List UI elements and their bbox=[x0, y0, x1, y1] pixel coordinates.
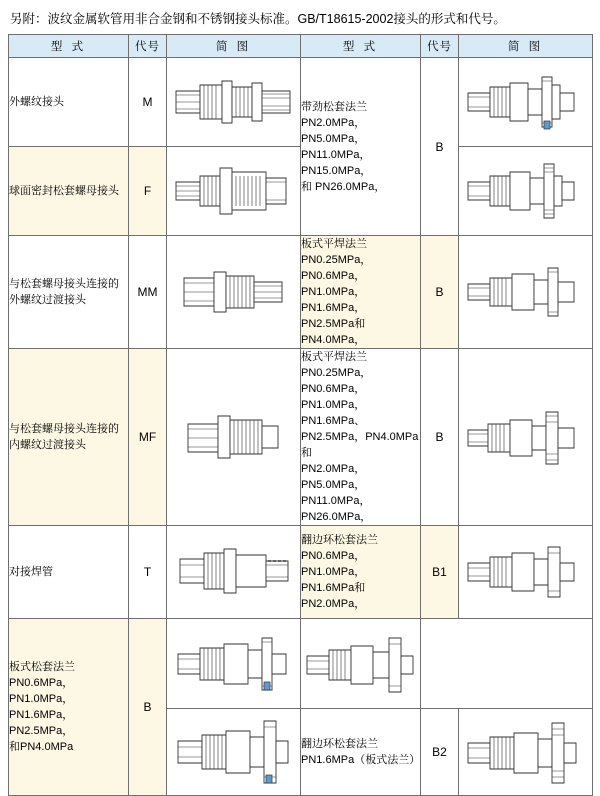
right-type-text-2: 板式平焊法兰 PN0.25MPa，PN0.6MPa， PN1.0MPa，PN1.6MPa、 PN2.5MPa，PN4.0MPa和 PN2.0MPa，PN5.0MPa， PN11.0MPa，PN26.0MPa， bbox=[301, 351, 419, 523]
table-row bbox=[9, 58, 593, 147]
header-figure-left: 简 图 bbox=[167, 35, 301, 58]
butt-weld-pipe-icon bbox=[170, 531, 298, 613]
table-row bbox=[9, 236, 593, 349]
right-code-text-0: B bbox=[435, 139, 444, 154]
left-code-0 bbox=[129, 58, 167, 147]
ribbed-loose-flange-icon-2 bbox=[462, 152, 590, 230]
left-type-text-0: 外螺纹接头 bbox=[9, 96, 64, 108]
page-title: 另附：波纹金属软管用非合金钢和不锈钢接头标准。GB/T18615-2002接头的形式和代号。 bbox=[10, 12, 506, 26]
lap-joint-flange-plate-icon bbox=[462, 709, 590, 795]
right-type-text-3: 翻边环松套法兰 PN0.6MPa， PN1.0MPa， PN1.6MPa和PN2.0MPa， bbox=[301, 534, 378, 610]
left-figure-5a bbox=[167, 619, 301, 709]
header-figure-right: 简 图 bbox=[459, 35, 593, 58]
right-figure-4 bbox=[459, 709, 593, 796]
table-row bbox=[9, 349, 593, 526]
left-code-text-1: F bbox=[143, 184, 152, 198]
right-code-0 bbox=[421, 58, 459, 236]
lap-joint-flange-icon-2 bbox=[301, 624, 429, 704]
left-type-text-5: 板式松套法兰 PN0.6MPa，PN1.0MPa， PN1.6MPa，PN2.5MPa， 和PN4.0MPa bbox=[9, 661, 75, 753]
right-figure-1 bbox=[459, 236, 593, 349]
threaded-male-connector-icon bbox=[170, 63, 298, 141]
left-code-1 bbox=[129, 147, 167, 236]
left-code-text-2: MM bbox=[137, 285, 158, 299]
left-figure-3 bbox=[167, 349, 301, 526]
right-type-text-1: 板式平焊法兰 PN0.25MPa，PN0.6MPa， PN1.0MPa，PN1.6MPa， PN2.5MPa和PN4.0MPa， bbox=[301, 238, 372, 346]
right-code-text-2: B bbox=[435, 430, 444, 444]
right-type-text-4: 翻边环松套法兰 PN1.6MPa（板式法兰） bbox=[301, 738, 421, 766]
male-transition-connector-icon bbox=[170, 252, 298, 332]
left-figure-0 bbox=[167, 58, 301, 147]
left-code-text-4: T bbox=[143, 565, 152, 579]
header-code-left: 代号 bbox=[129, 35, 167, 58]
left-code-text-5: B bbox=[143, 700, 152, 714]
left-type-text-1: 球面密封松套螺母接头 bbox=[9, 185, 119, 197]
right-figure-0b bbox=[459, 147, 593, 236]
ribbed-loose-flange-icon bbox=[462, 63, 590, 141]
left-code-3 bbox=[129, 349, 167, 526]
left-type-text-4: 对接焊管 bbox=[9, 566, 53, 578]
left-type-1 bbox=[9, 147, 129, 236]
spherical-seal-union-nut-icon bbox=[170, 152, 298, 230]
right-type-3 bbox=[301, 526, 421, 619]
plate-loose-flange-icon bbox=[170, 624, 298, 704]
right-type-text-0: 带劲松套法兰 PN2.0MPa， PN5.0MPa， PN11.0MPa，PN15.0MPa， 和 PN26.0MPa， bbox=[301, 100, 386, 193]
right-type-2 bbox=[301, 349, 421, 526]
left-code-5 bbox=[129, 619, 167, 796]
left-code-text-3: MF bbox=[138, 430, 157, 444]
right-code-text-1: B bbox=[435, 285, 444, 299]
left-type-4 bbox=[9, 526, 129, 619]
right-code-text-3: B1 bbox=[432, 565, 447, 579]
header-type-right: 型 式 bbox=[301, 35, 421, 58]
left-code-4 bbox=[129, 526, 167, 619]
right-figure-2 bbox=[459, 349, 593, 526]
left-type-2 bbox=[9, 236, 129, 349]
right-type-4 bbox=[301, 709, 421, 796]
right-code-1 bbox=[421, 236, 459, 349]
right-type-0 bbox=[301, 58, 421, 236]
left-type-5 bbox=[9, 619, 129, 796]
left-type-text-2: 与松套螺母接头连接的外螺纹过渡接头 bbox=[9, 278, 119, 306]
table-row bbox=[9, 619, 593, 709]
left-figure-1 bbox=[167, 147, 301, 236]
plate-flat-weld-flange-2-icon bbox=[462, 398, 590, 476]
right-figure-3b bbox=[301, 619, 421, 709]
right-code-2 bbox=[421, 349, 459, 526]
left-type-text-3: 与松套螺母接头连接的内螺纹过渡接头 bbox=[9, 423, 119, 451]
plate-flat-weld-flange-icon bbox=[462, 252, 590, 332]
connector-standards-table bbox=[8, 34, 593, 796]
female-transition-connector-icon bbox=[170, 398, 298, 476]
left-code-2 bbox=[129, 236, 167, 349]
left-figure-2 bbox=[167, 236, 301, 349]
header-type-left: 型 式 bbox=[9, 35, 129, 58]
right-code-text-4: B2 bbox=[432, 745, 447, 759]
lap-joint-flange-icon bbox=[462, 531, 590, 613]
plate-loose-flange-icon-2 bbox=[170, 709, 298, 795]
left-type-0 bbox=[9, 58, 129, 147]
right-code-3 bbox=[421, 526, 459, 619]
right-figure-3 bbox=[459, 526, 593, 619]
right-code-4 bbox=[421, 709, 459, 796]
table-row bbox=[9, 526, 593, 619]
table-header-row bbox=[9, 35, 593, 58]
header-code-right: 代号 bbox=[421, 35, 459, 58]
left-figure-4 bbox=[167, 526, 301, 619]
left-type-3 bbox=[9, 349, 129, 526]
left-code-text-0: M bbox=[142, 95, 153, 109]
left-figure-5b bbox=[167, 709, 301, 796]
right-figure-0a bbox=[459, 58, 593, 147]
right-type-1 bbox=[301, 236, 421, 349]
